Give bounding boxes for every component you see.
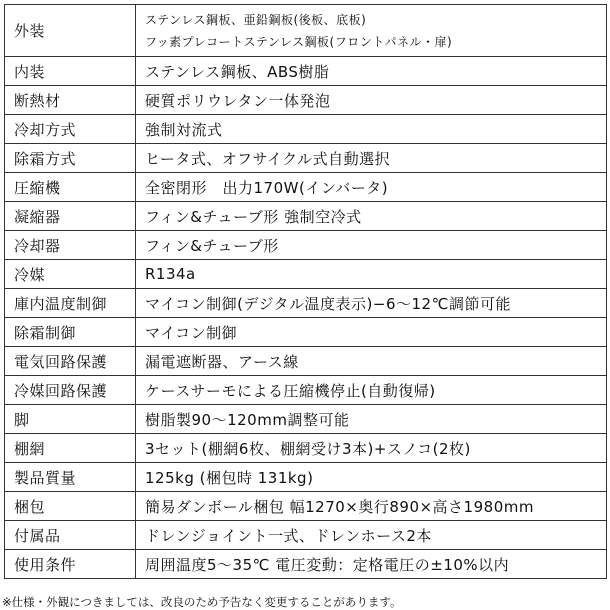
spec-value: フィン&チューブ形 強制空冷式 xyxy=(136,202,607,231)
spec-value: フィン&チューブ形 xyxy=(136,231,607,260)
spec-row xyxy=(5,521,607,550)
spec-value: 強制対流式 xyxy=(136,115,607,144)
spec-row xyxy=(5,231,607,260)
spec-label: 付属品 xyxy=(5,521,136,550)
spec-row xyxy=(5,434,607,463)
spec-row xyxy=(5,5,607,57)
spec-value-line: フッ素プレコートステンレス鋼板(フロントパネル・扉) xyxy=(145,34,453,49)
spec-value xyxy=(136,5,607,57)
spec-row xyxy=(5,492,607,521)
spec-label: 冷却器 xyxy=(5,231,136,260)
spec-label: 凝縮器 xyxy=(5,202,136,231)
spec-value: 硬質ポリウレタン一体発泡 xyxy=(136,86,607,115)
spec-label: 圧縮機 xyxy=(5,173,136,202)
spec-table xyxy=(4,4,607,579)
spec-label: 棚網 xyxy=(5,434,136,463)
spec-row xyxy=(5,115,607,144)
spec-value: マイコン制御(デジタル温度表示)−6〜12℃調節可能 xyxy=(136,289,607,318)
spec-row xyxy=(5,57,607,86)
spec-value: 全密閉形 出力170W(インバータ) xyxy=(136,173,607,202)
spec-label: 除霜方式 xyxy=(5,144,136,173)
spec-row xyxy=(5,463,607,492)
spec-value: R134a xyxy=(136,260,607,289)
spec-row xyxy=(5,347,607,376)
spec-value: ヒータ式、オフサイクル式自動選択 xyxy=(136,144,607,173)
spec-label: 冷媒 xyxy=(5,260,136,289)
spec-value: ケースサーモによる圧縮機停止(自動復帰) xyxy=(136,376,607,405)
spec-label: 外装 xyxy=(5,5,136,57)
spec-label: 除霜制御 xyxy=(5,318,136,347)
spec-label: 梱包 xyxy=(5,492,136,521)
spec-row xyxy=(5,173,607,202)
spec-value: 簡易ダンボール梱包 幅1270×奥行890×高さ1980mm xyxy=(136,492,607,521)
spec-label: 冷媒回路保護 xyxy=(5,376,136,405)
spec-value: 漏電遮断器、アース線 xyxy=(136,347,607,376)
spec-label: 脚 xyxy=(5,405,136,434)
spec-row xyxy=(5,86,607,115)
spec-label: 庫内温度制御 xyxy=(5,289,136,318)
spec-value: 3セット(棚網6枚、棚網受け3本)+スノコ(2枚) xyxy=(136,434,607,463)
spec-label: 冷却方式 xyxy=(5,115,136,144)
spec-value: ステンレス鋼板、ABS樹脂 xyxy=(136,57,607,86)
spec-value-line: ステンレス鋼板、亜鉛鋼板(後板、底板) xyxy=(145,12,367,27)
spec-value: ドレンジョイント一式、ドレンホース2本 xyxy=(136,521,607,550)
spec-label: 電気回路保護 xyxy=(5,347,136,376)
spec-row xyxy=(5,289,607,318)
spec-label: 内装 xyxy=(5,57,136,86)
spec-label: 使用条件 xyxy=(5,550,136,579)
spec-row xyxy=(5,260,607,289)
spec-value: 125kg (梱包時 131kg) xyxy=(136,463,607,492)
footnote: ※仕様・外観につきましては、改良のため予告なく変更することがあります。 xyxy=(2,595,402,609)
spec-label: 製品質量 xyxy=(5,463,136,492)
spec-label: 断熱材 xyxy=(5,86,136,115)
spec-row xyxy=(5,405,607,434)
spec-row xyxy=(5,202,607,231)
spec-row xyxy=(5,376,607,405)
spec-row xyxy=(5,318,607,347)
spec-value: 周囲温度5〜35℃ 電圧変動：定格電圧の±10%以内 xyxy=(136,550,607,579)
spec-row xyxy=(5,550,607,579)
spec-row xyxy=(5,144,607,173)
spec-value: マイコン制御 xyxy=(136,318,607,347)
spec-value: 樹脂製90〜120mm調整可能 xyxy=(136,405,607,434)
